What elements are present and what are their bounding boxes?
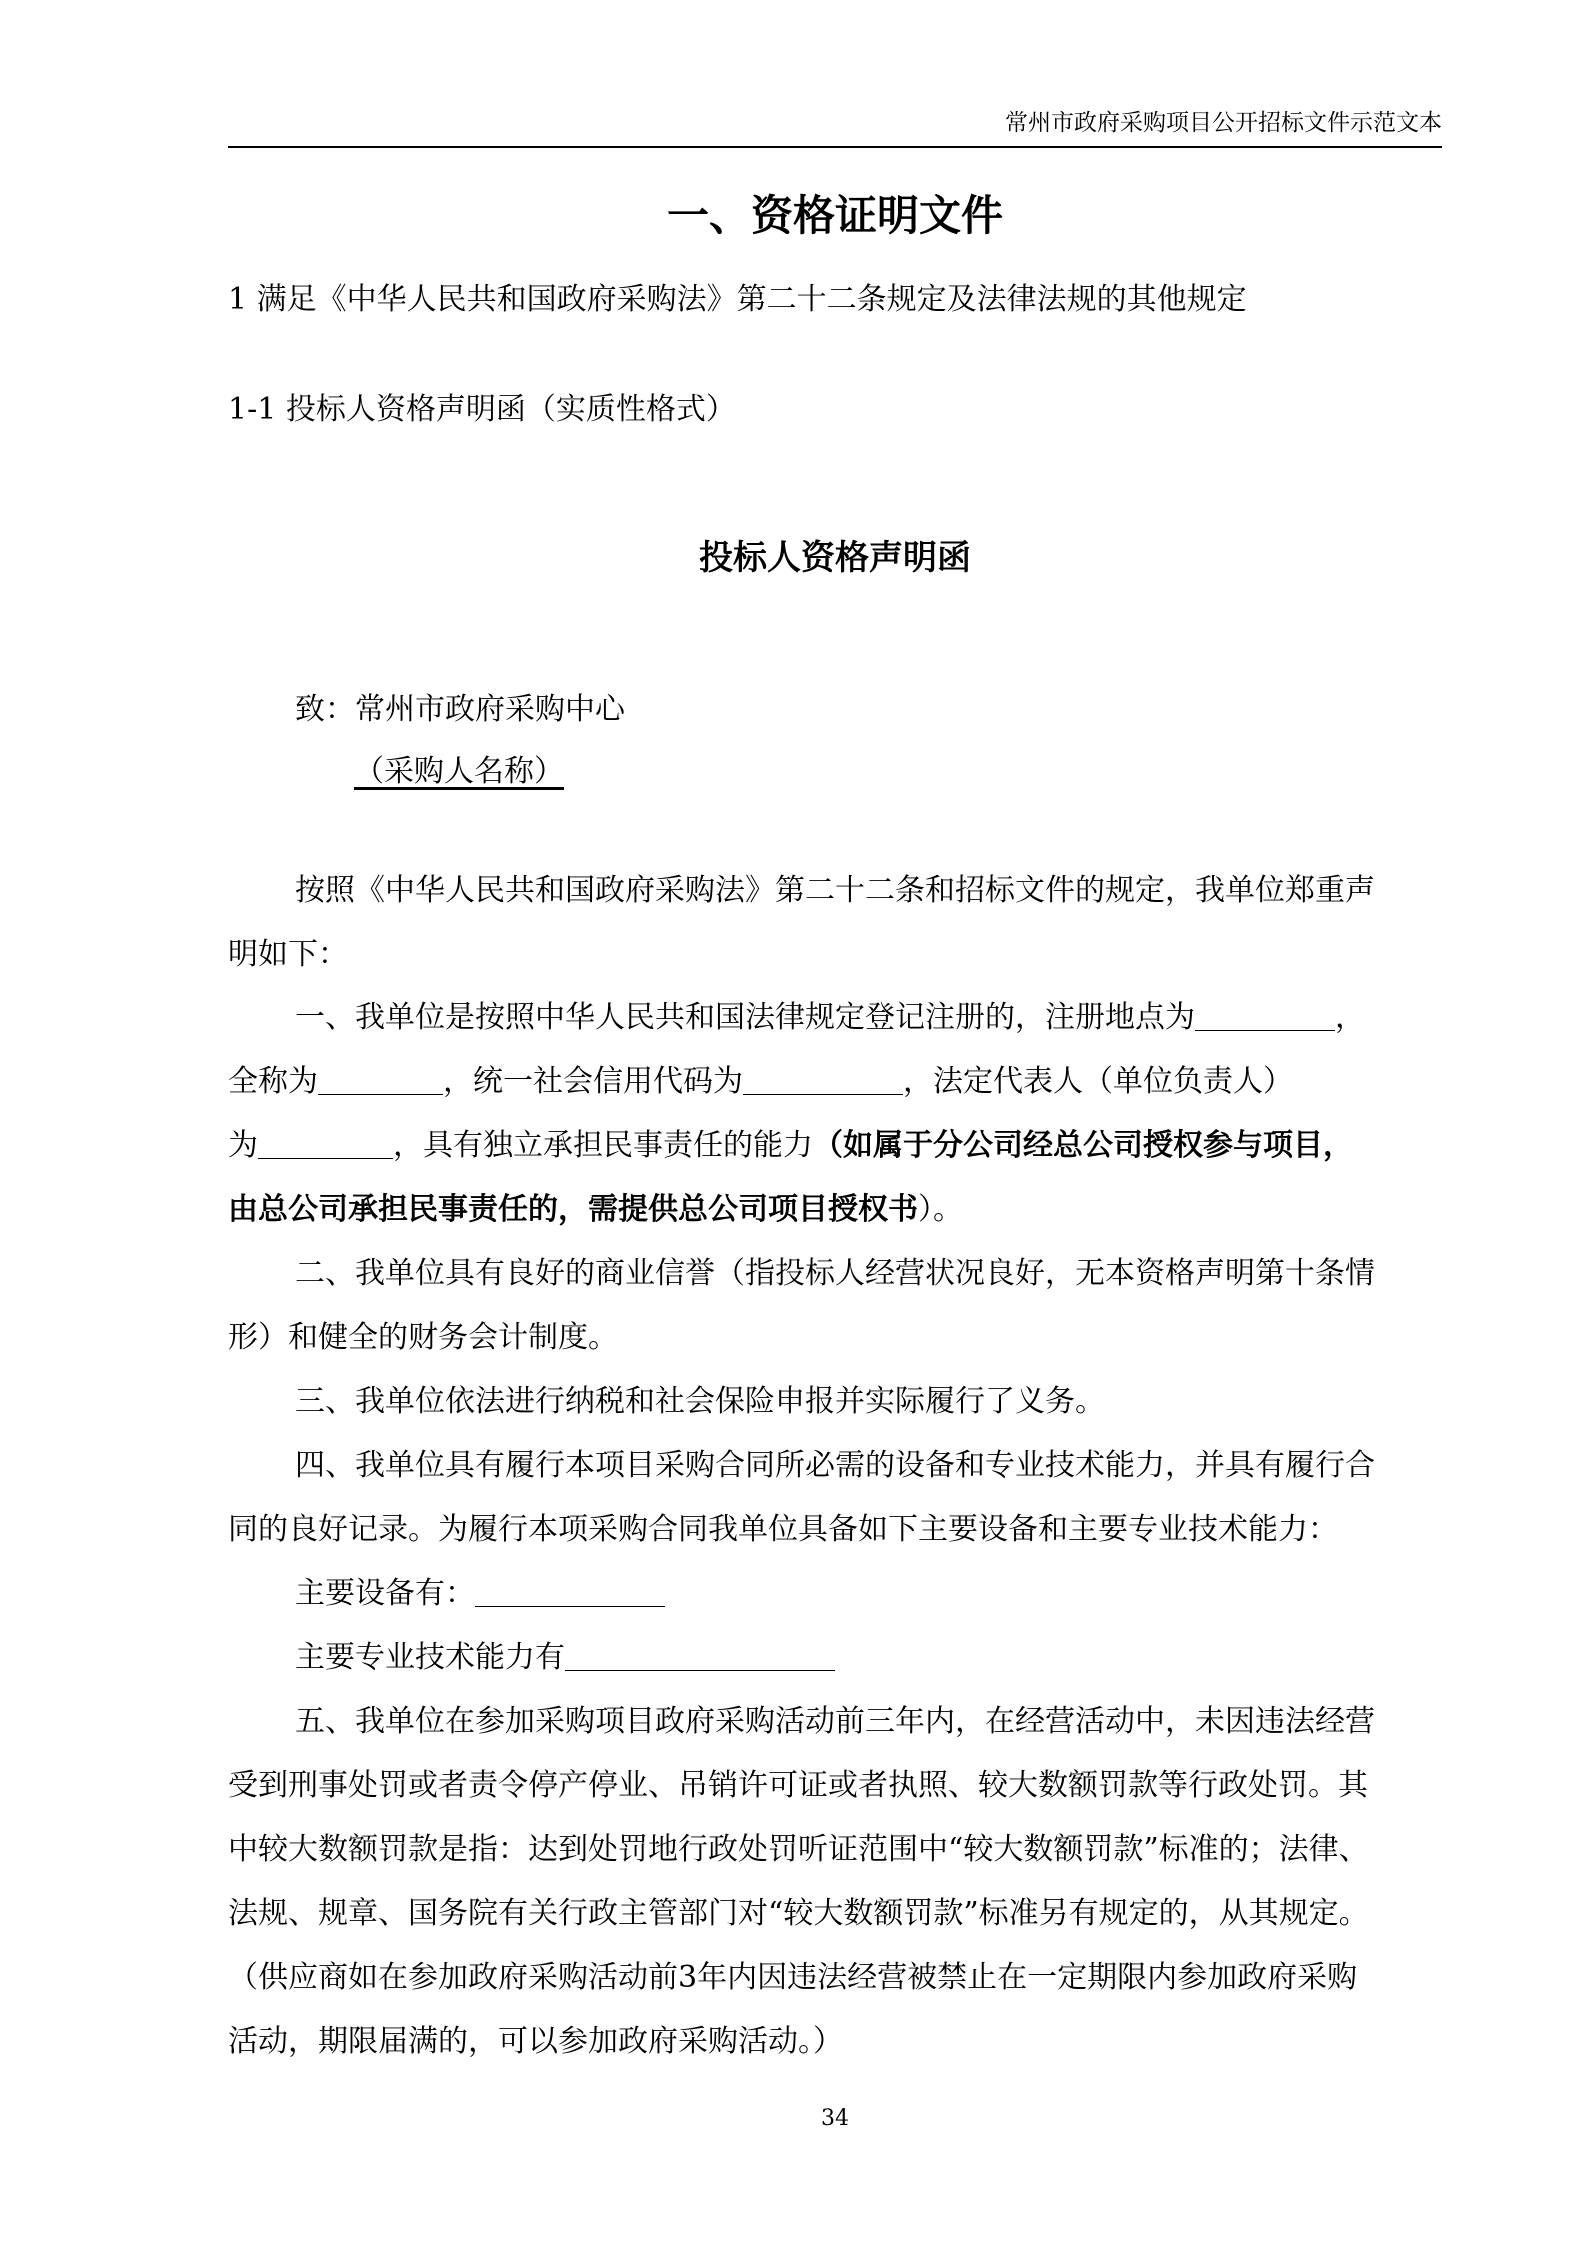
clause-3-line: 三、我单位依法进行纳税和社会保险申报并实际履行了义务。: [295, 1384, 1105, 1419]
clause-4-line-4: [295, 1638, 1442, 1678]
intro-line-1: 按照《中华人民共和国政府采购法》第二十二条和招标文件的规定，我单位郑重声: [295, 873, 1375, 908]
clause-5-line-4: 法规、规章、国务院有关行政主管部门对“较大数额罚款”标准另有规定的，从其规定。: [228, 1896, 1369, 1931]
clause-1-text-a-end: ，: [1335, 1000, 1365, 1035]
section-title: 一、资格证明文件: [666, 191, 1003, 240]
intro-line-2: 明如下：: [228, 937, 348, 972]
technical-capability-blank[interactable]: [565, 1642, 835, 1671]
clause-5-line-3: 中较大数额罚款是指：达到处罚地行政处罚听证范围中“较大数额罚款”标准的；法律、: [228, 1832, 1369, 1867]
header-divider: [228, 146, 1442, 148]
clause-5-line-6: 活动，期限届满的，可以参加政府采购活动。）: [228, 2024, 843, 2059]
clause-1-text-b2: ，统一社会信用代码为: [443, 1064, 743, 1099]
clause-1-line-1: [295, 998, 1442, 1038]
main-equipment-blank[interactable]: [475, 1578, 665, 1607]
clause-1-text-c2: ，具有独立承担民事责任的能力: [393, 1128, 813, 1163]
clause-5-line-5: （供应商如在参加政府采购活动前3年内因违法经营被禁止在一定期限内参加政府采购: [228, 1960, 1358, 1995]
clause-4-line-1: 四、我单位具有履行本项目采购合同所必需的设备和专业技术能力，并具有履行合: [295, 1448, 1375, 1483]
clause-2-line-1: 二、我单位具有良好的商业信誉（指投标人经营状况良好，无本资格声明第十条情: [295, 1256, 1375, 1291]
clause-2-line-2: 形）和健全的财务会计制度。: [228, 1320, 618, 1355]
clause-1-text-c1: 为: [228, 1128, 258, 1163]
clause-5-line-2: 受到刑事处罚或者责令停产停业、吊销许可证或者执照、较大数额罚款等行政处罚。其: [228, 1768, 1368, 1803]
clause-1-line-4: [228, 1190, 1442, 1230]
clause-1-text-b3: ，法定代表人（单位负责人）: [903, 1064, 1293, 1099]
legal-representative-blank[interactable]: [258, 1130, 393, 1159]
credit-code-blank[interactable]: [743, 1066, 903, 1095]
clause-1-text-a: 一、我单位是按照中华人民共和国法律规定登记注册的，注册地点为: [295, 1000, 1195, 1035]
clause-4-line-3: [295, 1574, 1442, 1614]
purchaser-name-line: [354, 752, 1442, 792]
running-header: 常州市政府采购项目公开招标文件示范文本: [1005, 110, 1442, 136]
clause-4-line-2: 同的良好记录。为履行本项采购合同我单位具备如下主要设备和主要专业技术能力：: [228, 1512, 1338, 1547]
full-name-blank[interactable]: [318, 1066, 443, 1095]
clause-5-line-1: 五、我单位在参加采购项目政府采购活动前三年内，在经营活动中，未因违法经营: [295, 1704, 1375, 1739]
addressee-line: 致：常州市政府采购中心: [295, 692, 625, 727]
item-1-1: 1-1 投标人资格声明函（实质性格式）: [228, 392, 736, 427]
page-number: 34: [821, 2106, 849, 2131]
registration-address-blank[interactable]: [1195, 1002, 1335, 1031]
purchaser-placeholder: （采购人名称）: [354, 754, 564, 789]
clause-1-bold-note-b: 由总公司承担民事责任的，需提供总公司项目授权书: [228, 1192, 918, 1227]
main-equipment-label: 主要设备有：: [295, 1576, 475, 1611]
clause-1-line-3: [228, 1126, 1442, 1166]
clause-1-bold-note-a: （如属于分公司经总公司授权参与项目，: [813, 1128, 1353, 1163]
clause-1-text-d-end: ）。: [918, 1192, 963, 1227]
clause-1-text-b1: 全称为: [228, 1064, 318, 1099]
item-1: 1 满足《中华人民共和国政府采购法》第二十二条规定及法律法规的其他规定: [228, 282, 1247, 317]
clause-1-line-2: [228, 1062, 1442, 1102]
document-title: 投标人资格声明函: [699, 538, 971, 578]
technical-capability-label: 主要专业技术能力有: [295, 1640, 565, 1675]
